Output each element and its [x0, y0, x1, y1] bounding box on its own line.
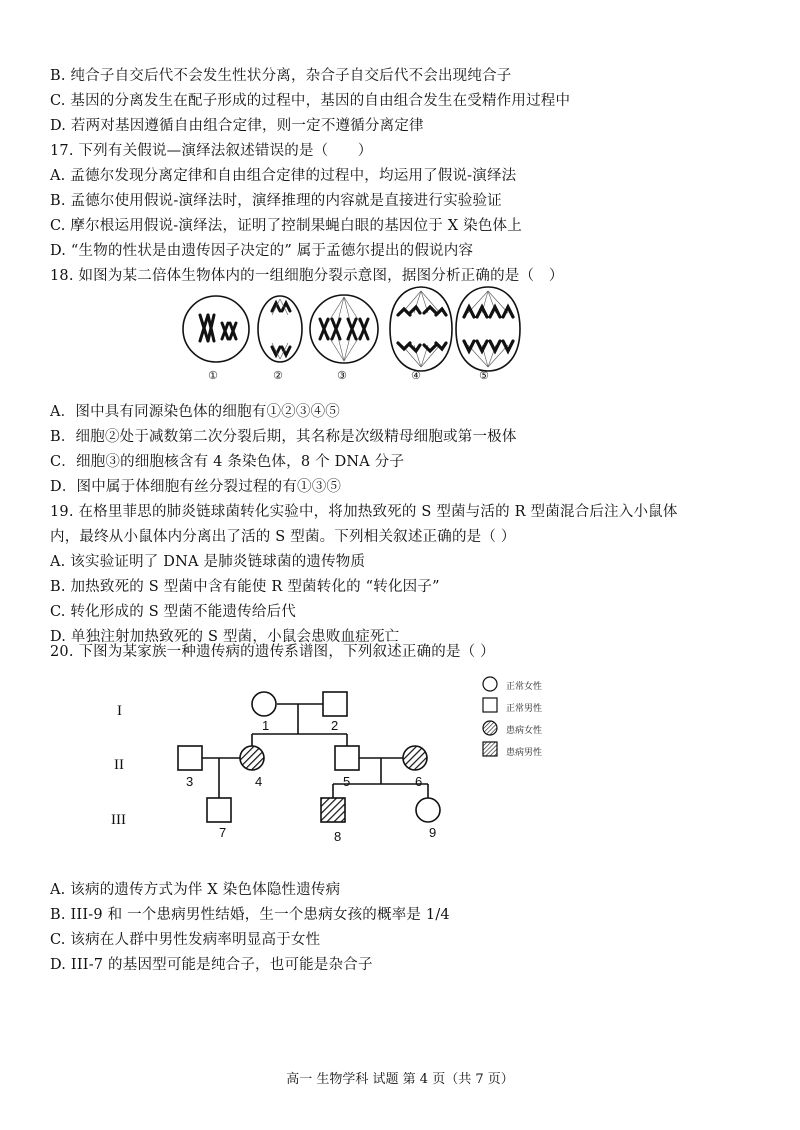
individual-number-2: 2 [331, 718, 339, 733]
individual-number-8: 8 [334, 829, 342, 844]
individual-III-7 [207, 798, 231, 822]
individual-number-4: 4 [255, 774, 263, 789]
legend-affected-male-symbol [483, 742, 497, 756]
q20-option-c: C. 该病在人群中男性发病率明显高于女性 [50, 932, 321, 948]
q18-option-a: A．图中具有同源染色体的细胞有①②③④⑤ [50, 404, 340, 420]
q19-stem-line1: 19. 在格里菲思的肺炎链球菌转化实验中，将加热致死的 S 型菌与活的 R 型菌混合后注入小鼠体 [50, 504, 678, 520]
individual-III-8 [321, 798, 345, 822]
legend-normal-male-symbol [483, 698, 497, 712]
q17-stem: 17. 下列有关假说—演绎法叙述错误的是（ ） [50, 143, 373, 159]
legend-normal-male: 正常男性 [506, 704, 543, 714]
individual-II-4 [240, 746, 264, 770]
q19-stem-line2: 内，最终从小鼠体内分离出了活的 S 型菌。下列相关叙述正确的是（ ） [50, 529, 516, 545]
q19-option-a: A. 该实验证明了 DNA 是肺炎链球菌的遗传物质 [50, 554, 366, 570]
legend-normal-female: 正常女性 [506, 682, 543, 692]
individual-I-2 [323, 692, 347, 716]
q18-stem: 18. 如图为某二倍体生物体内的一组细胞分裂示意图，据图分析正确的是（ ） [50, 268, 564, 284]
q18-option-d: D．图中属于体细胞有丝分裂过程的有①③⑤ [50, 479, 342, 495]
q17-option-b: B. 孟德尔使用假说-演绎法时，演绎推理的内容就是直接进行实验验证 [50, 193, 502, 209]
individual-number-7: 7 [219, 825, 227, 840]
generation-label-III: III [111, 812, 126, 828]
q16-option-b: B. 纯合子自交后代不会发生性状分离，杂合子自交后代不会出现纯合子 [50, 68, 512, 84]
individual-II-3 [178, 746, 202, 770]
q17-option-c: C. 摩尔根运用假说-演绎法，证明了控制果蝇白眼的基因位于 X 染色体上 [50, 218, 522, 234]
legend-affected-female: 患病女性 [506, 726, 543, 736]
legend-normal-female-symbol [483, 677, 497, 691]
q18-option-c: C．细胞③的细胞核含有 4 条染色体，8 个 DNA 分子 [50, 454, 405, 470]
q20-option-d: D. III-7 的基因型可能是纯合子，也可能是杂合子 [50, 957, 373, 973]
cell-label-1: ① [208, 369, 218, 382]
q16-option-d: D. 若两对基因遵循自由组合定律，则一定不遵循分离定律 [50, 118, 424, 134]
q19-option-d: D. 单独注射加热致死的 S 型菌，小鼠会患败血症死亡 [50, 629, 400, 645]
q19-option-c: C. 转化形成的 S 型菌不能遗传给后代 [50, 604, 296, 620]
generation-label-I: I [117, 703, 122, 719]
individual-number-6: 6 [415, 774, 423, 789]
individual-II-6 [403, 746, 427, 770]
individual-number-9: 9 [429, 825, 437, 840]
cell-label-4: ④ [411, 369, 421, 382]
individual-I-1 [252, 692, 276, 716]
q19-option-b: B. 加热致死的 S 型菌中含有能使 R 型菌转化的 “转化因子” [50, 579, 440, 595]
generation-label-II: II [114, 757, 124, 773]
legend-affected-female-symbol [483, 721, 497, 735]
q20-option-b: B. III-9 和 一个患病男性结婚，生一个患病女孩的概率是 1/4 [50, 907, 450, 923]
individual-number-5: 5 [343, 774, 351, 789]
cell-label-5: ⑤ [479, 369, 489, 382]
page-footer: 高一 生物学科 试题 第 4 页（共 7 页） [286, 1072, 514, 1087]
q17-option-a: A. 孟德尔发现分离定律和自由组合定律的过程中，均运用了假说-演绎法 [50, 168, 517, 184]
legend-affected-male: 患病男性 [506, 748, 543, 758]
individual-II-5 [335, 746, 359, 770]
q17-option-d: D. “生物的性状是由遗传因子决定的” 属于孟德尔提出的假说内容 [50, 243, 474, 259]
q18-option-b: B．细胞②处于减数第二次分裂后期，其名称是次级精母细胞或第一极体 [50, 429, 517, 445]
cell-label-3: ③ [337, 369, 347, 382]
individual-III-9 [416, 798, 440, 822]
cell-division-figure [170, 285, 530, 385]
individual-number-1: 1 [262, 718, 270, 733]
q16-option-c: C. 基因的分离发生在配子形成的过程中，基因的自由组合发生在受精作用过程中 [50, 93, 571, 109]
q20-option-a: A. 该病的遗传方式为伴 X 染色体隐性遗传病 [50, 882, 341, 898]
cell-label-2: ② [273, 369, 283, 382]
q20-stem: 20. 下图为某家族一种遗传病的遗传系谱图，下列叙述正确的是（ ） [50, 644, 495, 660]
individual-number-3: 3 [186, 774, 194, 789]
